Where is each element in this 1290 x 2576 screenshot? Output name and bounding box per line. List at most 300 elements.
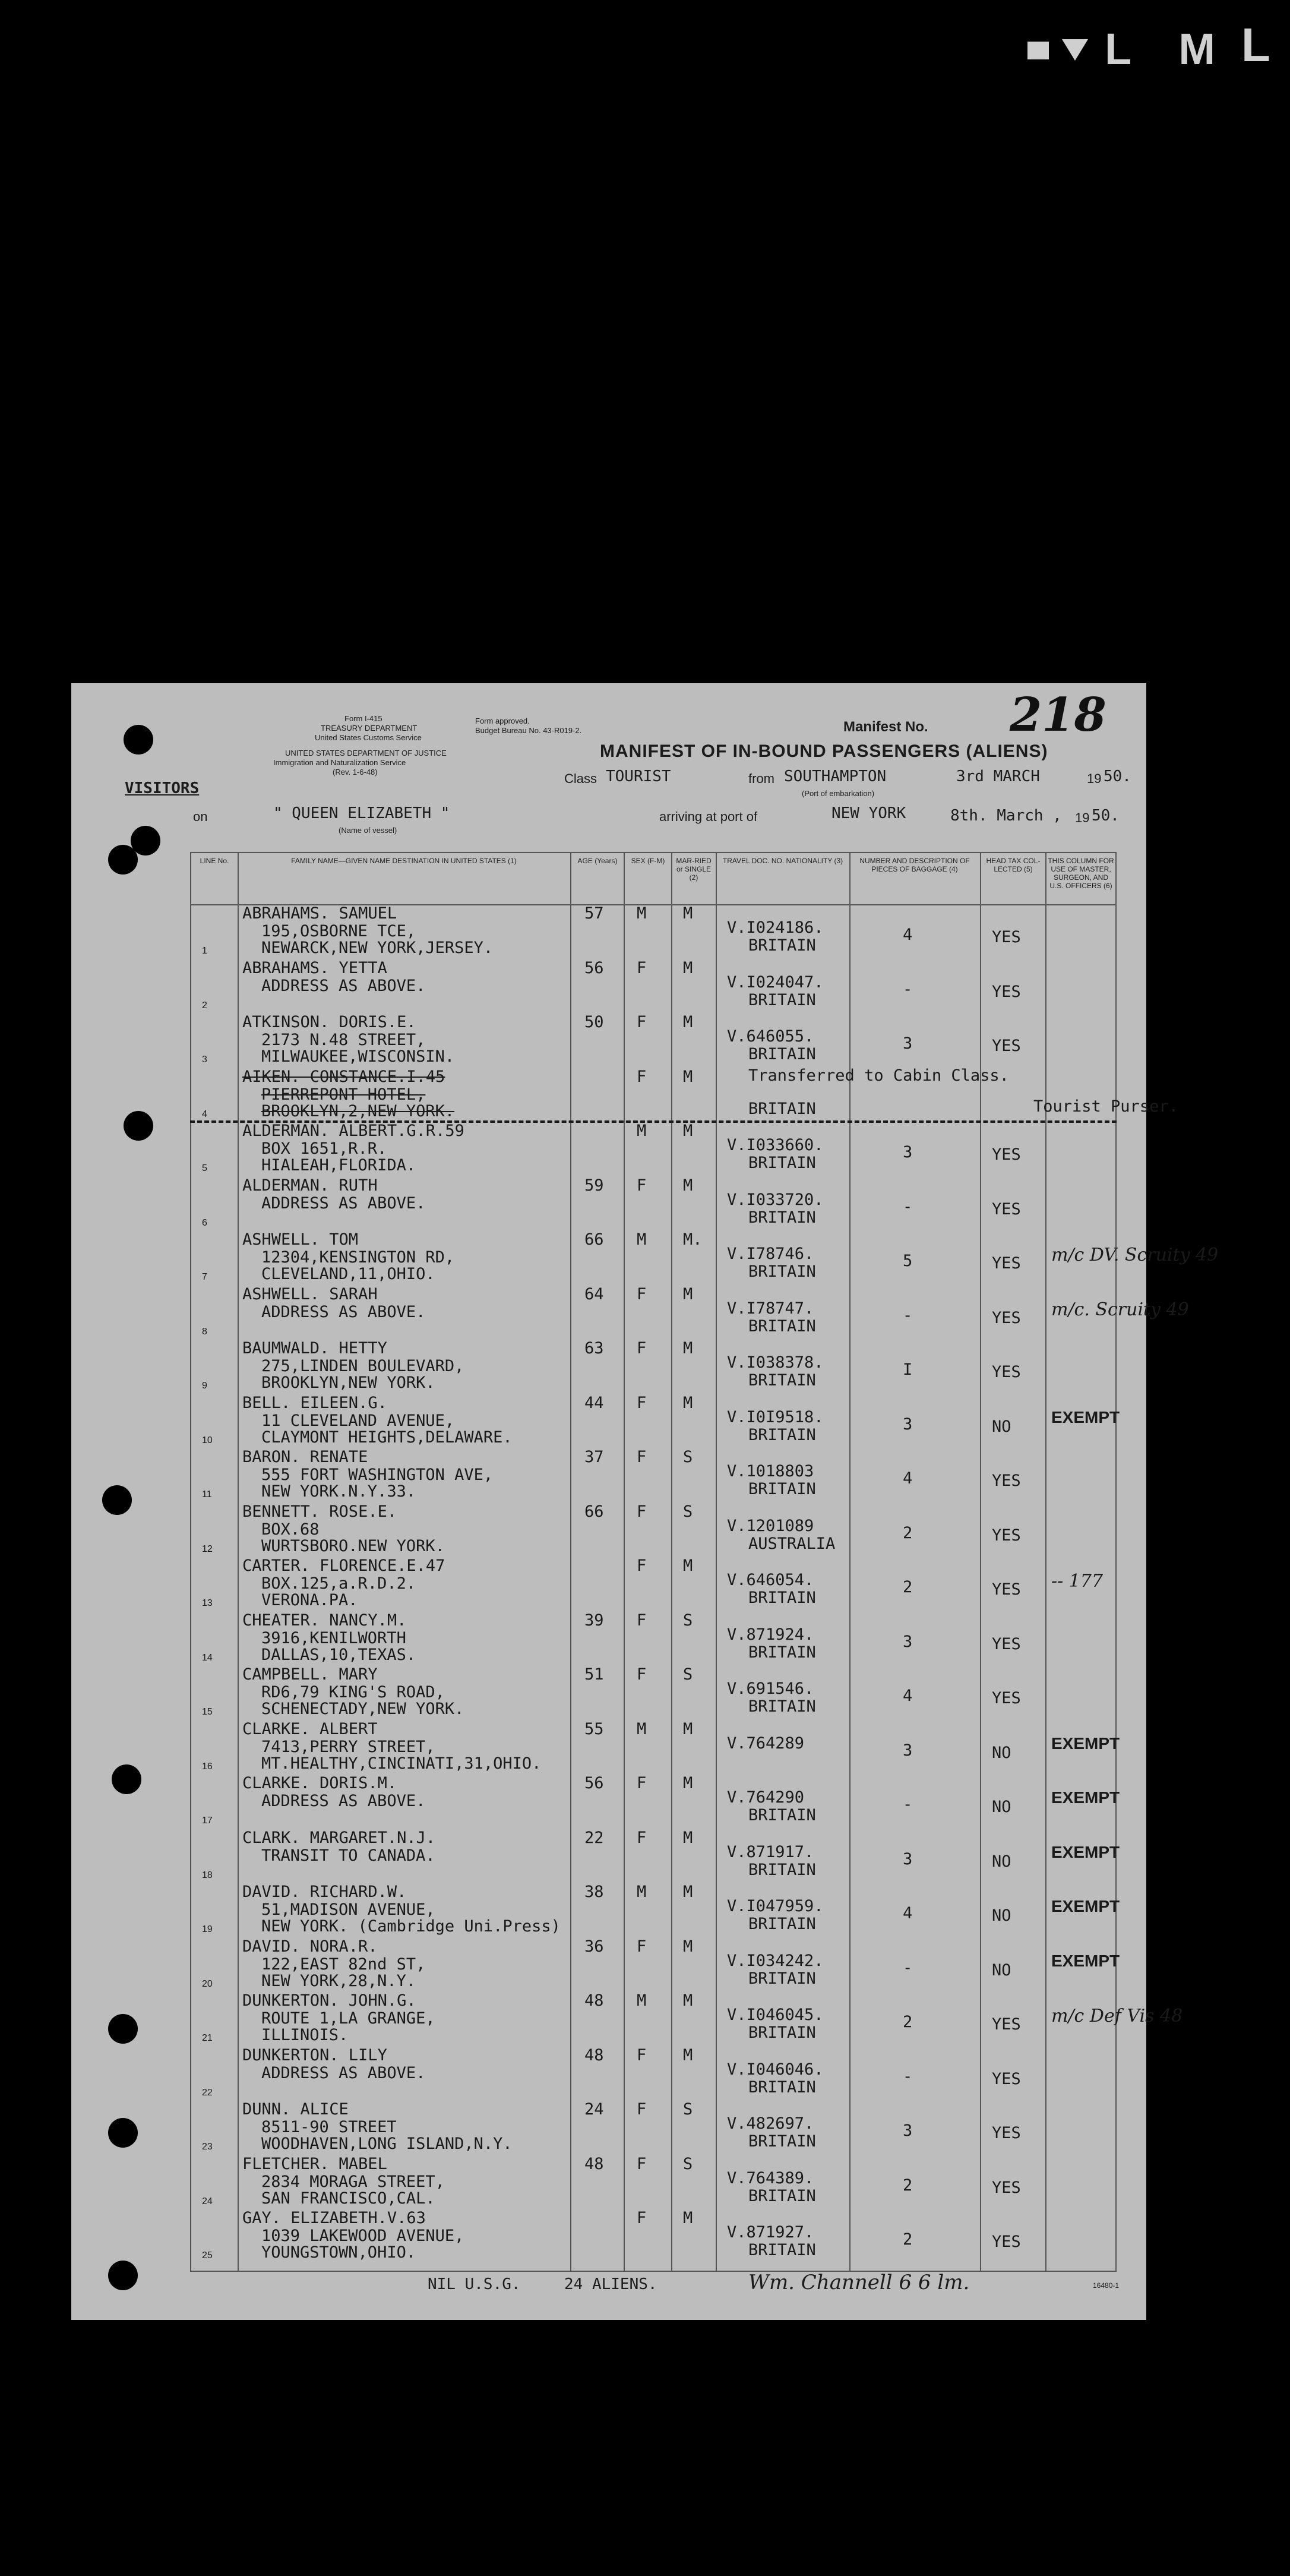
baggage-count: - [903,980,913,999]
address-line-2: NEW YORK.N.Y.33. [261,1482,416,1501]
passenger-sex: F [637,1339,647,1358]
table-row [190,1393,1120,1448]
travel-document: Transferred to Cabin Class. [748,1066,1009,1085]
baggage-count: I [903,1360,913,1379]
marital-status: M [683,904,693,923]
punch-hole-icon [108,2014,138,2044]
corner-square-icon [1027,42,1049,59]
travel-document: V.I047959. [727,1897,824,1915]
passenger-sex: F [637,2100,647,2119]
baggage-count: 4 [903,1904,913,1922]
footer-usg: NIL U.S.G. [428,2275,521,2293]
address-line-2: VERONA.PA. [261,1591,358,1609]
marital-status: M [683,1774,693,1792]
passenger-name: CARTER. FLORENCE.E.47 [242,1557,445,1575]
treasury-dept: TREASURY DEPARTMENT [321,724,418,733]
marital-status: M [683,958,693,977]
marital-status: S [683,1502,693,1521]
nationality: BRITAIN [748,1154,816,1172]
table-row [190,1284,1189,1340]
travel-document: V.1018803 [727,1462,814,1480]
table-row [190,1339,1117,1394]
punch-hole-icon [102,1485,132,1515]
passenger-name: DAVID. RICHARD.W. [242,1883,407,1901]
embark-date: 3rd MARCH [956,768,1040,785]
officer-note: m/c. Scruity 49 [1051,1299,1189,1320]
address-line-2: MT.HEALTHY,CINCINATI,31,OHIO. [261,1754,542,1773]
ins-service: Immigration and Naturalization Service [273,758,406,767]
passenger-sex: F [637,1557,647,1575]
travel-document: V.871924. [727,1625,814,1644]
punch-hole-icon [108,2261,138,2290]
passenger-sex: F [637,2209,647,2227]
baggage-count: 3 [903,1632,913,1651]
address-line-1: 2173 N.48 STREET, [261,1031,426,1049]
marital-status: M [683,1176,693,1195]
table-row [190,1013,1117,1068]
line-number: 5 [202,1163,207,1173]
officer-note: EXEMPT [1051,1734,1120,1753]
head-tax: YES [992,1363,1021,1381]
marital-status: M [683,1339,693,1358]
address-line-2: MILWAUKEE,WISCONSIN. [261,1047,455,1066]
baggage-count: - [903,1795,913,1814]
vessel-caption: (Name of vessel) [339,826,397,835]
head-tax: NO [992,1798,1011,1816]
passenger-age: 44 [584,1393,604,1412]
passenger-name: DAVID. NORA.R. [242,1937,378,1956]
baggage-count: - [903,2067,913,2086]
passenger-sex: F [637,1013,647,1031]
col-baggage: NUMBER AND DESCRIPTION OF PIECES OF BAGGAGE (4) [859,857,970,873]
table-row [190,1448,1117,1502]
marital-status: S [683,1448,693,1466]
passenger-age: 36 [584,1937,604,1956]
head-tax: YES [992,1254,1021,1273]
line-number: 6 [202,1217,207,1228]
line-number: 15 [202,1707,213,1717]
table-row [190,1883,1120,1937]
passenger-sex: F [637,2154,647,2173]
table-row [190,1066,1178,1122]
line-number: 17 [202,1816,213,1826]
address-line-2: NEW YORK. (Cambridge Uni.Press) [261,1917,561,1936]
table-row [190,1611,1117,1666]
punch-hole-icon [112,1764,141,1794]
passenger-name: DUNKERTON. LILY [242,2045,387,2064]
table-row [190,2100,1117,2155]
address-line-1: 275,LINDEN BOULEVARD, [261,1357,464,1375]
passenger-sex: F [637,1067,647,1086]
line-number: 9 [202,1381,207,1391]
table-row [190,1557,1117,1611]
line-number: 11 [202,1489,212,1499]
table-row [190,1991,1183,2046]
passenger-age: 48 [584,1991,604,2010]
corner-letters: L M [1105,24,1234,74]
manifest-number: 218 [1010,688,1106,742]
head-tax: YES [992,1526,1021,1545]
from-value: SOUTHAMPTON [784,768,887,785]
baggage-count: 4 [903,926,913,944]
address-line-1: 12304,KENSINGTON RD, [261,1248,455,1267]
table-row [190,1176,1117,1231]
travel-document: V.I78747. [727,1299,814,1318]
line-number: 4 [202,1109,207,1119]
table-row [190,1774,1120,1829]
travel-document: V.1201089 [727,1516,814,1535]
passenger-sex: F [637,1393,647,1412]
passenger-name: CHEATER. NANCY.M. [242,1611,407,1630]
table-row [190,1937,1120,1992]
class-value: TOURIST [606,768,671,785]
line-number: 3 [202,1055,207,1065]
nationality: BRITAIN [748,990,816,1009]
address-line-2: BROOKLYN,NEW YORK. [261,1374,435,1392]
address-line-2: NEW YORK,28,N.Y. [261,1971,416,1990]
head-tax: NO [992,1961,1011,1980]
nationality: BRITAIN [748,2241,816,2259]
officer-note: EXEMPT [1051,1842,1120,1861]
nationality: BRITAIN [748,1806,816,1824]
passenger-name: ASHWELL. SARAH [242,1284,378,1303]
address-line-2: CLAYMONT HEIGHTS,DELAWARE. [261,1428,513,1447]
travel-document: V.I046046. [727,2060,824,2079]
nationality: BRITAIN [748,1697,816,1716]
baggage-count: - [903,1306,913,1325]
passenger-sex: F [637,1502,647,1521]
marital-status: M [683,1828,693,1847]
passenger-age: 51 [584,1665,604,1684]
passenger-sex: F [637,1176,647,1195]
nationality: BRITAIN [748,1317,816,1336]
passenger-name: ALDERMAN. ALBERT.G.R.59 [242,1122,464,1140]
address-line-2: WOODHAVEN,LONG ISLAND,N.Y. [261,2135,513,2153]
punch-hole-icon [131,826,160,855]
line-number: 8 [202,1326,207,1337]
address-line-2: WURTSBORO.NEW YORK. [261,1536,445,1555]
col-age: AGE (Years) [577,857,618,865]
form-revision: (Rev. 1-6-48) [333,768,378,776]
form-stamp: 16480-1 [1093,2281,1120,2290]
line-number: 22 [202,2087,213,2098]
head-tax: YES [992,1037,1021,1055]
passenger-sex: M [637,1122,647,1140]
marital-status: M [683,1013,693,1031]
passenger-sex: F [637,1774,647,1792]
nationality: BRITAIN [748,1860,816,1879]
punch-hole-icon [108,2118,138,2148]
arrival-date: 8th. March , [950,807,1062,825]
head-tax: YES [992,1308,1021,1327]
officer-note: EXEMPT [1051,1407,1120,1426]
passenger-age: 57 [584,904,604,923]
transfer-rule [190,1120,1117,1123]
marital-status: S [683,2100,693,2119]
address-line-1: 3916,KENILWORTH [261,1628,406,1647]
travel-document: V.646054. [727,1571,814,1589]
officer-note: Tourist Purser. [1033,1097,1178,1116]
passenger-age: 50 [584,1013,604,1031]
travel-document: V.I034242. [727,1951,824,1970]
head-tax: YES [992,2178,1021,2197]
head-tax: YES [992,1199,1021,1218]
head-tax: NO [992,1852,1011,1871]
passenger-age: 24 [584,2100,604,2119]
baggage-count: 3 [903,2122,913,2140]
line-number: 14 [202,1652,213,1663]
col-married: MAR-RIED or SINGLE (2) [676,857,712,882]
table-row [190,1502,1117,1557]
passenger-name: FLETCHER. MABEL [242,2154,387,2173]
passenger-age: 38 [584,1883,604,1901]
address-line-1: ADDRESS AS ABOVE. [261,1792,426,1810]
head-tax: YES [992,1689,1021,1707]
passenger-name: ASHWELL. TOM [242,1230,359,1249]
address-line-2: SCHENECTADY,NEW YORK. [261,1700,464,1718]
passenger-age: 55 [584,1719,604,1738]
col-head-tax: HEAD TAX COL-LECTED (5) [986,857,1041,873]
table-row [190,1665,1117,1720]
marital-status: S [683,2154,693,2173]
marital-status: S [683,1665,693,1684]
travel-document: V.764290 [727,1788,805,1807]
nationality: BRITAIN [748,2023,816,2042]
travel-document: V.871927. [727,2223,814,2242]
travel-document: V.I033720. [727,1190,824,1209]
line-number: 12 [202,1543,213,1554]
head-tax: YES [992,928,1021,946]
address-line-1: ADDRESS AS ABOVE. [261,1194,426,1213]
passenger-name: CLARKE. ALBERT [242,1719,378,1738]
address-line-1: 11 CLEVELAND AVENUE, [261,1411,455,1430]
marital-status: M [683,1719,693,1738]
travel-document: V.871917. [727,1842,814,1861]
passenger-name: DUNKERTON. JOHN.G. [242,1991,416,2010]
nationality: BRITAIN [748,1045,816,1063]
line-number: 25 [202,2250,213,2261]
col-officers: THIS COLUMN FOR USE OF MASTER, SURGEON, AND U.S. OFFICERS (6) [1048,857,1114,890]
nationality: BRITAIN [748,1371,816,1390]
baggage-count: 3 [903,1415,913,1434]
marital-status: M [683,1991,693,2010]
nationality: BRITAIN [748,936,816,955]
address-line-2: NEWARCK,NEW YORK,JERSEY. [261,939,494,957]
nationality: BRITAIN [748,1425,816,1444]
line-number: 21 [202,2033,213,2043]
marital-status: M [683,1122,693,1140]
nationality: BRITAIN [748,1969,816,1988]
form-number: Form I-415 [344,714,382,723]
passenger-sex: F [637,2045,647,2064]
travel-document: V.I78746. [727,1245,814,1263]
manifest-sheet [71,683,1219,2320]
travel-document: V.764389. [727,2168,814,2187]
address-line-2: YOUNGSTOWN,OHIO. [261,2243,416,2262]
passenger-name: ABRAHAMS. YETTA [242,958,387,977]
punch-hole-icon [124,725,153,755]
travel-document: V.764289 [727,1734,805,1753]
address-line-2: ILLINOIS. [261,2026,349,2044]
table-row [190,1719,1120,1775]
address-line-1: 195,OSBORNE TCE, [261,922,416,940]
passenger-sex: F [637,1828,647,1847]
travel-document: V.646055. [727,1027,814,1046]
address-line-1: 1039 LAKEWOOD AVENUE, [261,2227,464,2245]
officer-note: EXEMPT [1051,1788,1120,1807]
baggage-count: 3 [903,1034,913,1053]
passenger-name: BELL. EILEEN.G. [242,1393,387,1412]
address-line-1: TRANSIT TO CANADA. [261,1846,435,1865]
col-sex: SEX (F-M) [631,857,665,865]
baggage-count: 2 [903,2013,913,2031]
baggage-count: 2 [903,2230,913,2249]
budget-bureau: Budget Bureau No. 43-R019-2. [475,726,582,735]
nationality: AUSTRALIA [748,1534,836,1553]
address-line-2: CLEVELAND,11,OHIO. [261,1265,435,1283]
baggage-count: 2 [903,1578,913,1596]
line-number: 10 [202,1435,213,1445]
address-line-1: ADDRESS AS ABOVE. [261,1302,426,1321]
corner-marks [1022,18,1271,77]
passenger-name: BENNETT. ROSE.E. [242,1502,397,1521]
address-line-1: BOX.68 [261,1520,320,1539]
year-2: 50. [1092,807,1120,825]
officer-note: EXEMPT [1051,1897,1120,1915]
marital-status: M [683,1393,693,1412]
passenger-sex: M [637,1230,647,1249]
travel-document: V.I038378. [727,1353,824,1372]
table-row [190,1230,1219,1285]
visitors-label: VISITORS [125,779,200,797]
address-line-1: RD6,79 KING'S ROAD, [261,1683,445,1701]
table-row [190,1828,1120,1883]
address-line-2: BROOKLYN,2,NEW YORK. [261,1101,455,1120]
passenger-age: 22 [584,1828,604,1847]
punch-hole-icon [124,1111,153,1141]
grid-line [190,852,1117,853]
passenger-sex: F [637,1937,647,1956]
head-tax: YES [992,2015,1021,2034]
baggage-count: 2 [903,2176,913,2195]
on-label: on [193,809,208,824]
passenger-sex: F [637,958,647,977]
address-line-1: BOX 1651,R.R. [261,1139,387,1158]
baggage-count: 3 [903,1849,913,1868]
passenger-age: 37 [584,1448,604,1466]
passenger-age: 59 [584,1176,604,1195]
line-number: 24 [202,2196,213,2206]
head-tax: YES [992,1634,1021,1653]
travel-document: V.I024047. [727,973,824,992]
address-line-1: ADDRESS AS ABOVE. [261,976,426,995]
baggage-count: 3 [903,1143,913,1161]
customs-service: United States Customs Service [315,733,422,742]
manifest-label: Manifest No. [843,719,928,735]
passenger-age: 56 [584,1774,604,1792]
head-tax: YES [992,2233,1021,2251]
baggage-count: 3 [903,1741,913,1760]
passenger-age: 66 [584,1502,604,1521]
line-number: 16 [202,1761,213,1772]
passenger-sex: F [637,1448,647,1466]
line-number: 2 [202,1000,207,1011]
nationality: BRITAIN [748,1589,816,1607]
table-row [190,904,1117,959]
address-line-2: DALLAS,10,TEXAS. [261,1645,416,1664]
address-line-2: SAN FRANCISCO,CAL. [261,2189,435,2208]
passenger-age: 64 [584,1284,604,1303]
baggage-count: 4 [903,1469,913,1488]
marital-status: M. [683,1230,703,1249]
address-line-1: ROUTE 1,LA GRANGE, [261,2009,435,2028]
nationality: BRITAIN [748,1480,816,1498]
address-line-1: 555 FORT WASHINGTON AVE, [261,1466,494,1484]
passenger-name: ALDERMAN. RUTH [242,1176,378,1195]
passenger-sex: M [637,1719,647,1738]
passenger-name: ABRAHAMS. SAMUEL [242,904,397,923]
footer-aliens: 24 ALIENS. [564,2275,657,2293]
address-line-1: PIERREPONT HOTEL, [261,1085,426,1104]
col-travel-doc: TRAVEL DOC. NO. NATIONALITY (3) [722,857,843,865]
officer-note: m/c DV. Scruity 49 [1051,1245,1219,1265]
passenger-name: CLARK. MARGARET.N.J. [242,1828,436,1847]
passenger-age: 66 [584,1230,604,1249]
marital-status: M [683,2045,693,2064]
travel-document: V.I046045. [727,2006,824,2024]
year-1: 50. [1104,768,1131,785]
arriving-label: arriving at port of [659,809,758,824]
passenger-sex: M [637,1883,647,1901]
table-row [190,959,1117,1014]
passenger-age: 48 [584,2154,604,2173]
col-line-no: LINE No. [200,857,229,865]
marital-status: M [683,1067,693,1086]
marital-status: M [683,1883,693,1901]
passenger-sex: F [637,1611,647,1630]
year-prefix-2: 19 [1075,810,1090,825]
marital-status: S [683,1611,693,1630]
baggage-count: 4 [903,1687,913,1705]
passenger-name: BAUMWALD. HETTY [242,1339,387,1358]
passenger-name: BARON. RENATE [242,1448,368,1466]
nationality: BRITAIN [748,2078,816,2097]
head-tax: YES [992,2069,1021,2088]
baggage-count: 2 [903,1523,913,1542]
nationality: BRITAIN [748,2132,816,2151]
line-number: 23 [202,2142,213,2152]
line-number: 13 [202,1598,213,1608]
baggage-count: 5 [903,1252,913,1270]
line-number: 7 [202,1272,207,1282]
passenger-age: 48 [584,2045,604,2064]
table-row [190,2155,1117,2209]
nationality: BRITAIN [748,1208,816,1227]
justice-dept: UNITED STATES DEPARTMENT OF JUSTICE [285,749,447,757]
line-number: 19 [202,1924,213,1934]
marital-status: M [683,2209,693,2227]
line-number: 18 [202,1870,213,1880]
vessel-name: " QUEEN ELIZABETH " [273,804,450,822]
address-line-1: 122,EAST 82nd ST, [261,1955,426,1974]
passenger-age: 56 [584,958,604,977]
passenger-age: 39 [584,1611,604,1630]
line-number: 20 [202,1978,213,1989]
address-line-1: BOX.125,a.R.D.2. [261,1574,416,1593]
table-row [190,2209,1117,2264]
passenger-sex: F [637,1665,647,1684]
port-caption: (Port of embarkation) [802,789,875,798]
